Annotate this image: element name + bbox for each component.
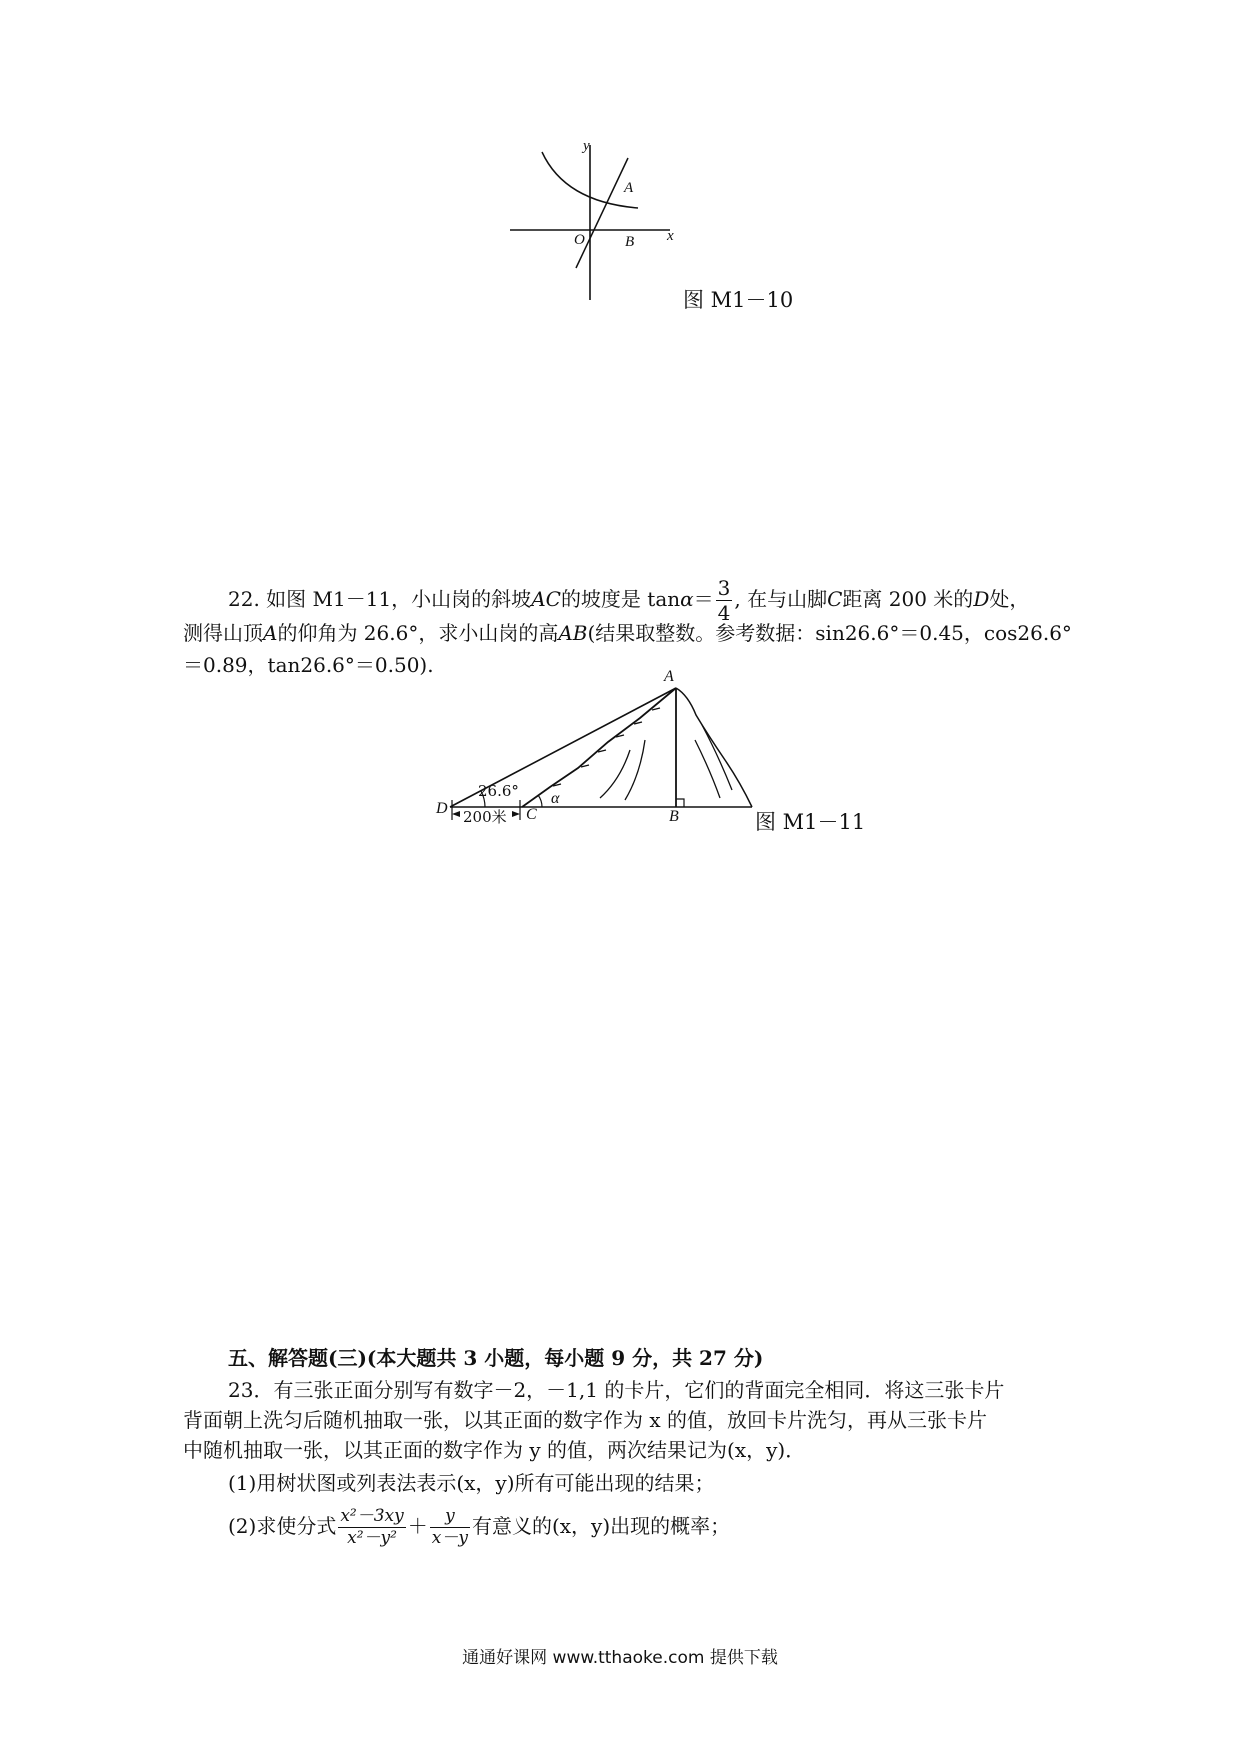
line-ab	[576, 158, 628, 268]
q22-number: 22.	[228, 587, 260, 611]
fig10-label-a: A	[624, 180, 634, 196]
q22-line-2: 测得山顶A的仰角为 26.6°，求小山岗的高AB(结果取整数。参考数据：sin26.6°＝0.45，cos26.6°	[183, 621, 1072, 645]
q22-line-1: 22. 如图 M1－11，小山岗的斜坡AC的坡度是 tanα＝ $\frac{3}{4}$ , 在与山脚C距离 200 米的D处，	[228, 576, 1030, 625]
q23-part-1: (1)用树状图或列表法表示(x，y)所有可能出现的结果；	[228, 1471, 715, 1495]
fig10-label-y: y	[583, 138, 590, 154]
page-footer: 通通好课网 www.tthaoke.com 提供下载	[462, 1648, 778, 1668]
fig10-label-x: x	[667, 228, 674, 244]
fig10-label-o: O	[574, 232, 585, 248]
fig11-alpha-label: α	[551, 790, 560, 807]
angle-arc-c	[538, 795, 542, 807]
q22-line-3: ＝0.89，tan26.6°＝0.50).	[183, 653, 434, 677]
fig11-label-c: C	[526, 806, 537, 823]
slope-ca	[522, 688, 676, 807]
fig11-distance-label: 200米	[463, 808, 507, 826]
figure-m1-10	[500, 140, 700, 305]
fig11-label-a: A	[664, 668, 674, 685]
q23-fraction-2: $\frac{y}{x-y}$	[431, 1506, 468, 1548]
q23-fraction-1: $\frac{\text{x²－3xy}}{\text{x²－y²}}$	[340, 1506, 404, 1548]
q23-line-3: 中随机抽取一张，以其正面的数字作为 y 的值，两次结果记为(x，y)．	[183, 1438, 806, 1462]
section5-heading: 五、解答题(三)(本大题共 3 小题，每小题 9 分，共 27 分)	[228, 1346, 764, 1370]
q23-part-2: (2)求使分式 $\frac{\text{x²－3xy}}{\text{x²－y²}}$ ＋ $\frac{y}{x-y}$ 有意义的(x，y)出现的概率；	[228, 1506, 731, 1548]
fig10-caption: 图 M1－10	[683, 288, 794, 312]
fig11-caption: 图 M1－11	[755, 810, 866, 834]
q22-fraction: $\frac{3}{4}$	[717, 576, 731, 625]
fig11-label-b: B	[669, 808, 679, 825]
dimension-arrow-left	[452, 811, 460, 817]
fig11-angle-label: 26.6°	[478, 782, 519, 800]
dimension-arrow-right	[512, 811, 520, 817]
q23-line-1: 23．有三张正面分别写有数字－2，－1,1 的卡片，它们的背面完全相同．将这三张卡片	[228, 1378, 1005, 1402]
fig11-label-d: D	[436, 800, 448, 817]
fig10-label-b: B	[625, 234, 635, 250]
q23-line-2: 背面朝上洗匀后随机抽取一张，以其正面的数字作为 x 的值，放回卡片洗匀，再从三张卡片	[183, 1408, 987, 1432]
right-angle-mark	[676, 799, 684, 807]
